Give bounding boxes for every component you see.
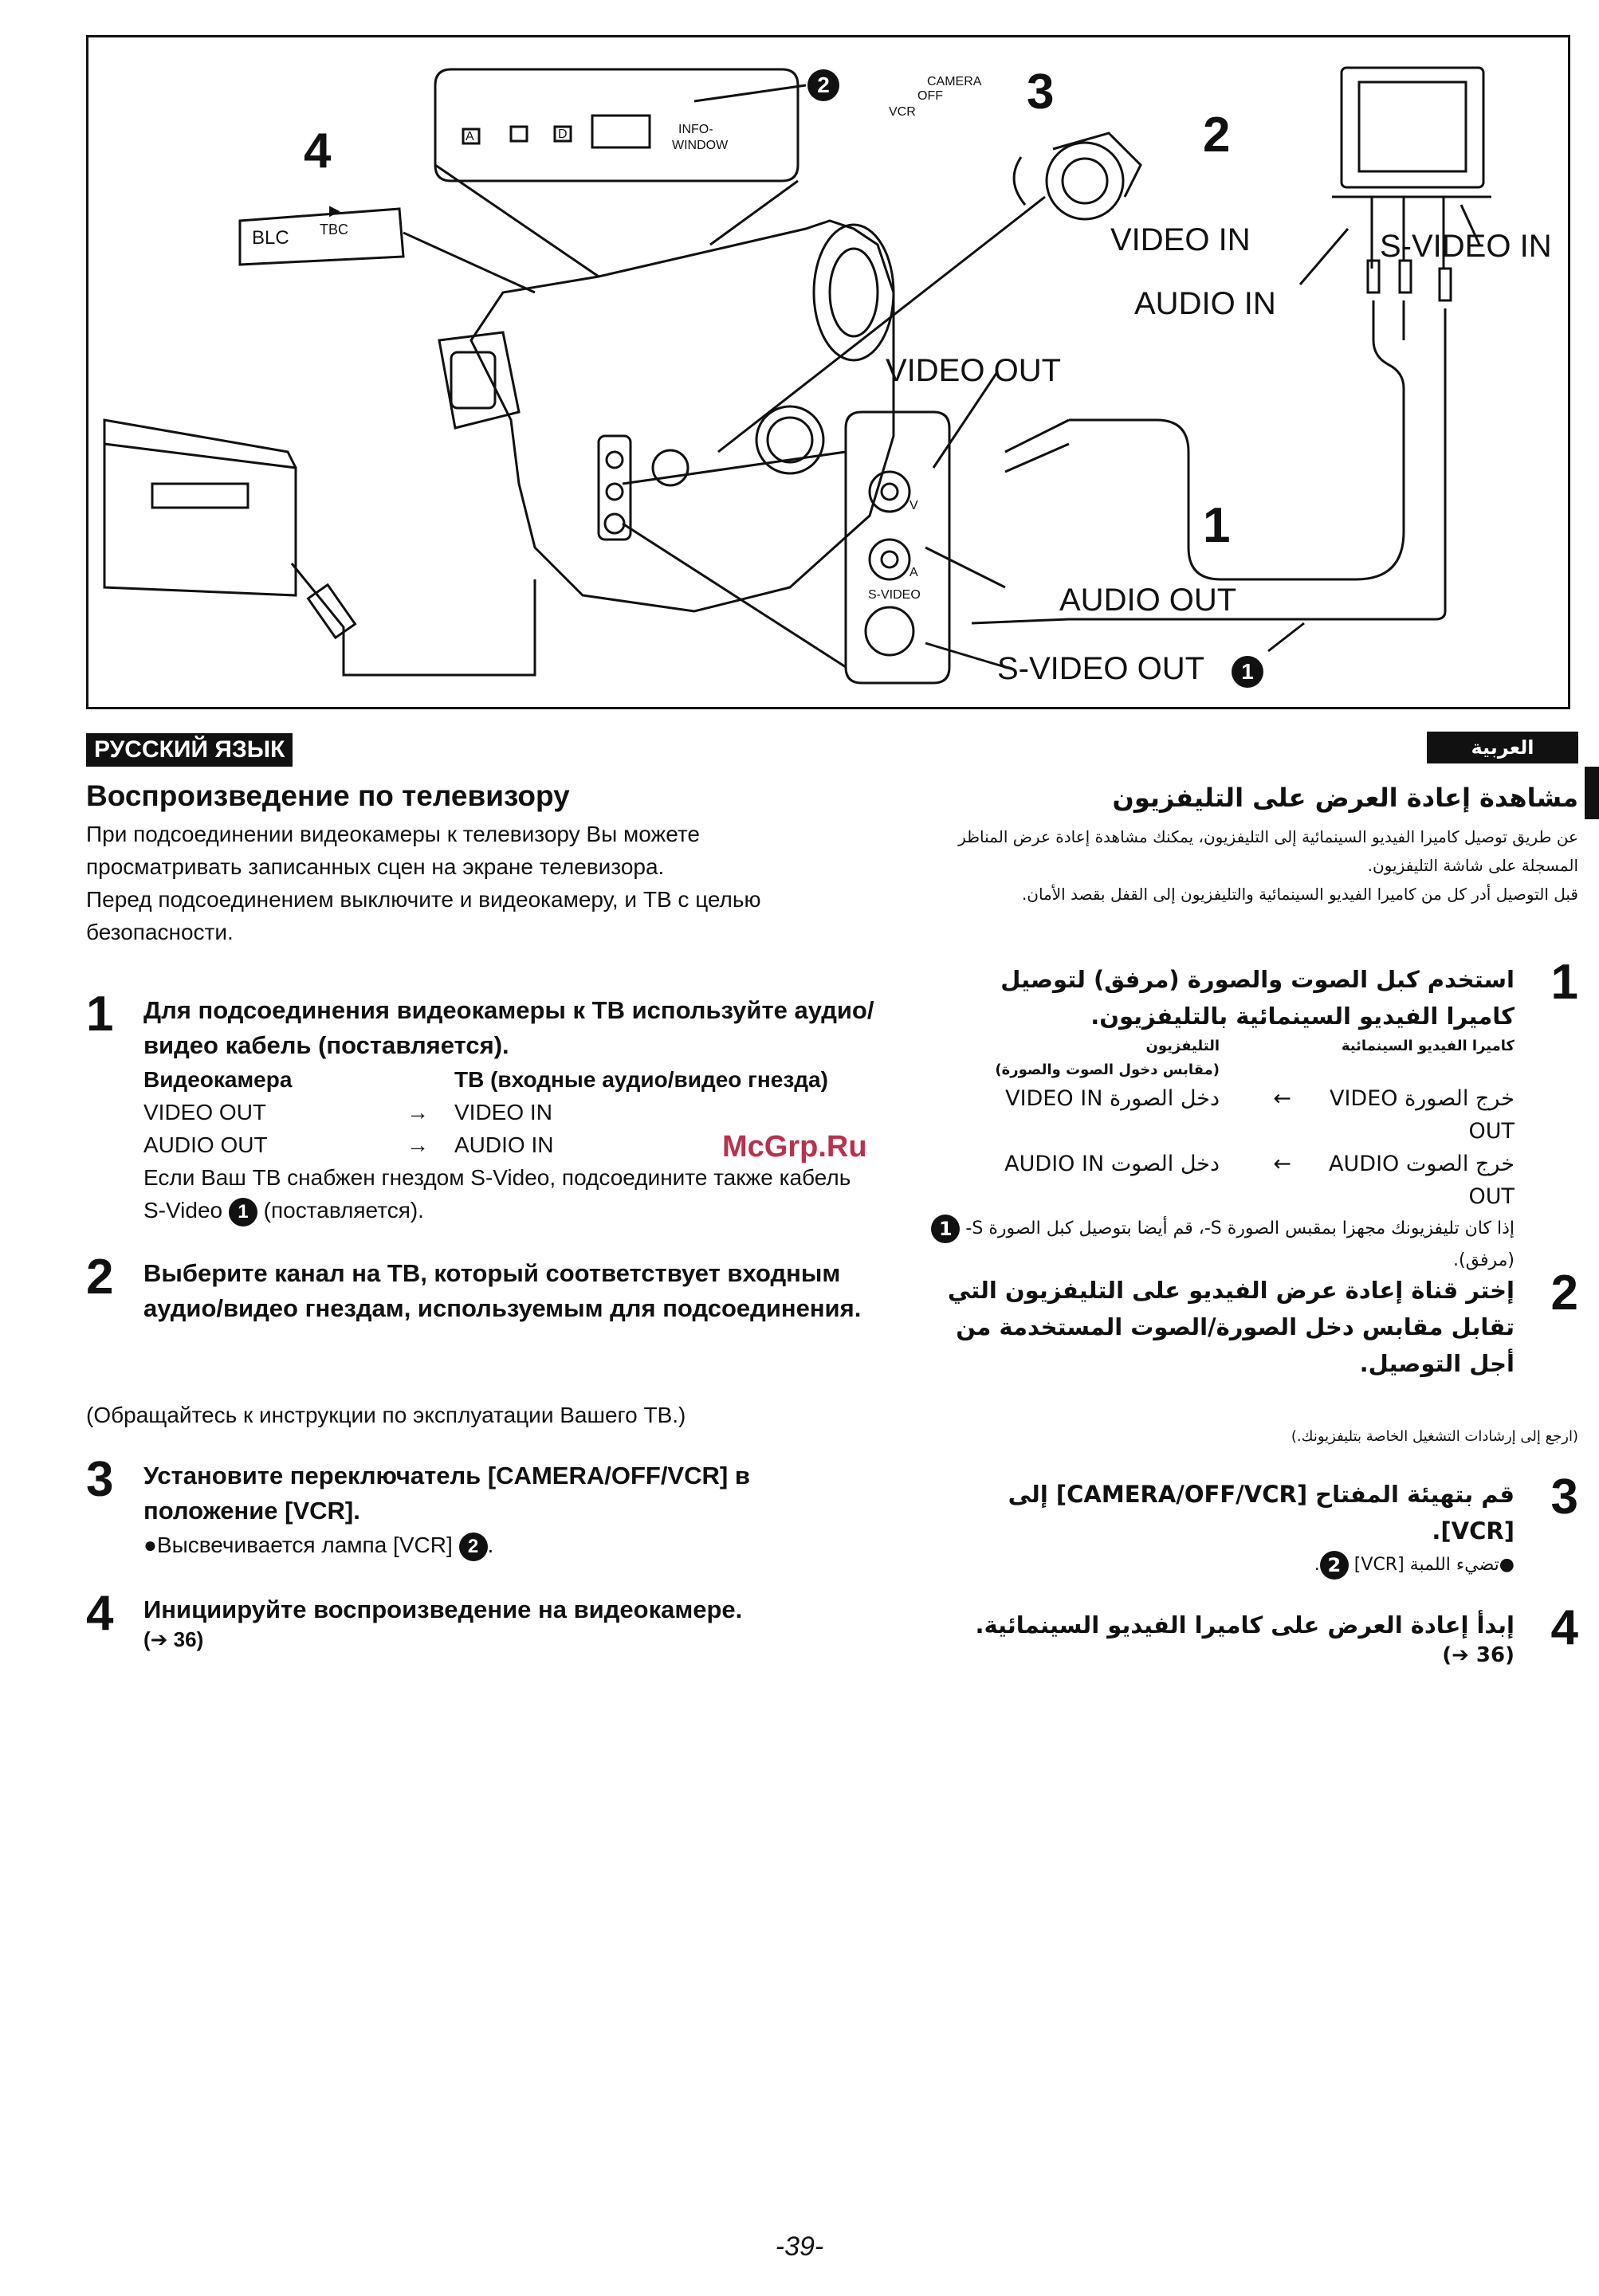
info-window-label: INFO- <box>678 123 713 136</box>
bullet-end: . <box>487 1533 494 1557</box>
step-number: 1 <box>86 987 114 1042</box>
lcd-button-photo <box>511 127 527 141</box>
step-marker-3: 3 <box>1027 65 1055 120</box>
circled-2-icon: 2 <box>1320 1551 1349 1580</box>
row-to: VIDEO IN <box>454 1100 552 1124</box>
switch-camera-label: CAMERA <box>927 75 982 88</box>
page-reference <box>925 1643 1515 1667</box>
russian-title: Воспроизведение по телевизору <box>86 779 570 812</box>
tv-set <box>1342 68 1483 187</box>
step-marker-1: 1 <box>1203 498 1231 553</box>
s-video-note <box>925 1213 1515 1277</box>
step-heading: استخدم كبل الصوت والصورة (مرفق) لتوصيل كاميرا الفيديو السينمائية بالتليفزيون. <box>1000 966 1515 1030</box>
step-marker-4: 4 <box>304 124 332 179</box>
arabic-intro-p2: قبل التوصيل أدر كل من كاميرا الفيديو السينمائية والتليفزيون إلى القفل بقصد الأمان. <box>1021 885 1578 904</box>
step-number: 4 <box>86 1586 114 1641</box>
step-heading: إبدأ إعادة العرض على كاميرا الفيديو السينمائية. <box>975 1611 1515 1639</box>
circled-marker-2: 2 <box>807 69 839 101</box>
lcd-d-label: D <box>558 128 568 141</box>
jack-v-label: V <box>910 499 918 512</box>
arabic-tv-note: (ارجع إلى إرشادات التشغيل الخاصة بتليفزيونك.) <box>1291 1428 1578 1445</box>
step-bullet <box>925 1549 1515 1581</box>
bullet-end: . <box>1314 1555 1320 1575</box>
tbc-label: TBC <box>320 222 348 237</box>
bullet-text: ●Высвечивается лампа [VCR] <box>143 1533 453 1557</box>
arabic-intro <box>925 822 1578 909</box>
step-number: 2 <box>86 1250 114 1305</box>
audio-out-jack <box>870 540 910 579</box>
russian-intro-p2: Перед подсоединением выключите и видеокамеру, и ТВ с целью безопасности. <box>86 887 761 944</box>
circled-marker-1: 1 <box>1232 656 1263 688</box>
audio-out-label: AUDIO OUT <box>1059 583 1237 618</box>
s-video-out-jack <box>866 607 913 655</box>
page-reference-text: (➔ 36) <box>1442 1643 1515 1667</box>
lcd-info-window <box>592 116 650 147</box>
blc-label: BLC <box>252 227 289 249</box>
step-heading: Установите переключатель [CAMERA/OFF/VCR] в положение [VCR]. <box>143 1462 750 1525</box>
video-in-label: VIDEO IN <box>1110 222 1251 257</box>
connection-table <box>925 1034 1515 1213</box>
step-number: 3 <box>86 1452 114 1507</box>
bullet-text: ●تضيء اللمبة [VCR] <box>1353 1555 1515 1575</box>
col-tv-title: التليفزيون <box>1145 1038 1220 1054</box>
switch-off-label: OFF <box>917 89 943 103</box>
page-number: -39- <box>775 2231 824 2262</box>
ac-adaptor <box>104 444 296 595</box>
connection-diagram <box>86 35 1570 709</box>
s-video-out-label: S-VIDEO OUT <box>997 651 1205 686</box>
russian-language-badge: РУССКИЙ ЯЗЫК <box>86 733 293 767</box>
s-video-in-label: S-VIDEO IN <box>1380 229 1552 264</box>
row-to: دخل الصوت AUDIO IN <box>1004 1152 1220 1176</box>
step-number: 2 <box>1550 1266 1578 1321</box>
col-camera: كاميرا الفيديو السينمائية <box>1341 1038 1515 1054</box>
russian-tv-note: (Обращайтесь к инструкции по эксплуатации Вашего ТВ.) <box>86 1403 686 1427</box>
col-tv: ТВ (входные аудио/видео гнезда) <box>454 1067 828 1092</box>
note-text: إذا كان تليفزيونك مجهزا بمقبس الصورة S-، قم أيضا بتوصيل كبل الصورة S- <box>965 1219 1515 1238</box>
section-thumb-tab <box>1585 767 1599 819</box>
step-heading: إختر قناة إعادة عرض الفيديو على التليفزيون التي تقابل مقابس دخل الصورة/الصوت المستخدمة من أجل التوصيل. <box>947 1277 1515 1377</box>
video-out-label: VIDEO OUT <box>886 353 1062 388</box>
s-video-note <box>143 1161 877 1226</box>
lcd-a-label: A <box>466 130 474 143</box>
row-arrow: ← <box>1273 1086 1291 1111</box>
watermark: McGrp.Ru <box>722 1130 867 1164</box>
circled-1-icon: 1 <box>931 1215 960 1243</box>
lcd-panel-callout <box>435 69 798 181</box>
mode-dial <box>1047 143 1123 219</box>
info-window-label-2: WINDOW <box>672 139 729 152</box>
col-tv <box>957 1034 1220 1082</box>
col-camera: Видеокамера <box>143 1067 293 1092</box>
note-text-end: (مرفق). <box>1453 1250 1515 1270</box>
step-heading: Для подсоединения видеокамеры к ТВ используйте аудио/видео кабель (поставляется). <box>143 996 874 1059</box>
russian-intro-p1: При подсоединении видеокамеры к телевизору Вы можете просматривать записанных сцен на экране телевизора. <box>86 822 700 879</box>
row-arrow: → <box>407 1100 429 1124</box>
step-bullet <box>143 1529 877 1561</box>
row-from: VIDEO OUT <box>143 1100 267 1124</box>
arabic-intro-p1: عن طريق توصيل كاميرا الفيديو السينمائية إلى التليفزيون، يمكنك مشاهدة إعادة عرض المناظر المسجلة على شاشة التليفزيون. <box>958 827 1578 875</box>
step-marker-2: 2 <box>1203 108 1231 163</box>
circled-2-icon: 2 <box>459 1533 488 1561</box>
step-number: 3 <box>1550 1470 1578 1525</box>
switch-vcr-label: VCR <box>889 105 916 119</box>
row-from: خرج الصورة VIDEO OUT <box>1329 1086 1515 1144</box>
russian-intro <box>86 818 851 948</box>
step-heading: قم بتهيئة المفتاح [CAMERA/OFF/VCR] إلى [VCR]. <box>1008 1481 1515 1544</box>
row-from: AUDIO OUT <box>143 1132 268 1157</box>
step-heading: Выберите канал на ТВ, который соответствует входным аудио/видео гнездам, используемым для подсоединения. <box>143 1259 862 1322</box>
play-icon: ▶ <box>329 202 340 218</box>
row-arrow: → <box>407 1132 429 1157</box>
row-arrow: ← <box>1273 1152 1291 1176</box>
row-to: AUDIO IN <box>454 1132 554 1157</box>
arabic-language-badge: العربية <box>1427 732 1578 763</box>
jack-panel-callout <box>846 412 949 683</box>
row-to: دخل الصورة VIDEO IN <box>1005 1086 1220 1111</box>
row-from: خرج الصوت AUDIO OUT <box>1329 1152 1515 1209</box>
audio-in-label: AUDIO IN <box>1134 286 1276 321</box>
jack-svideo-label: S-VIDEO <box>868 588 921 602</box>
note-text-end: (поставляется). <box>263 1198 424 1223</box>
col-tv-sub: (مقابس دخول الصوت والصورة) <box>995 1062 1220 1078</box>
circled-1-icon: 1 <box>229 1198 257 1226</box>
dc-cable <box>292 563 535 675</box>
note-text: Если Ваш ТВ снабжен гнездом S-Video, подсоедините также кабель S-Video <box>143 1165 851 1223</box>
step-heading: Инициируйте воспроизведение на видеокамере. <box>143 1595 743 1623</box>
step-number: 1 <box>1550 955 1578 1010</box>
camcorder-lens <box>814 225 894 360</box>
s-video-cable <box>1069 308 1445 619</box>
step-number: 4 <box>1550 1600 1578 1655</box>
av-cable <box>1069 300 1404 579</box>
page-reference: (➔ 36) <box>143 1627 204 1651</box>
arabic-title: مشاهدة إعادة العرض على التليفزيون <box>1112 783 1578 813</box>
jack-a-label: A <box>910 566 918 579</box>
